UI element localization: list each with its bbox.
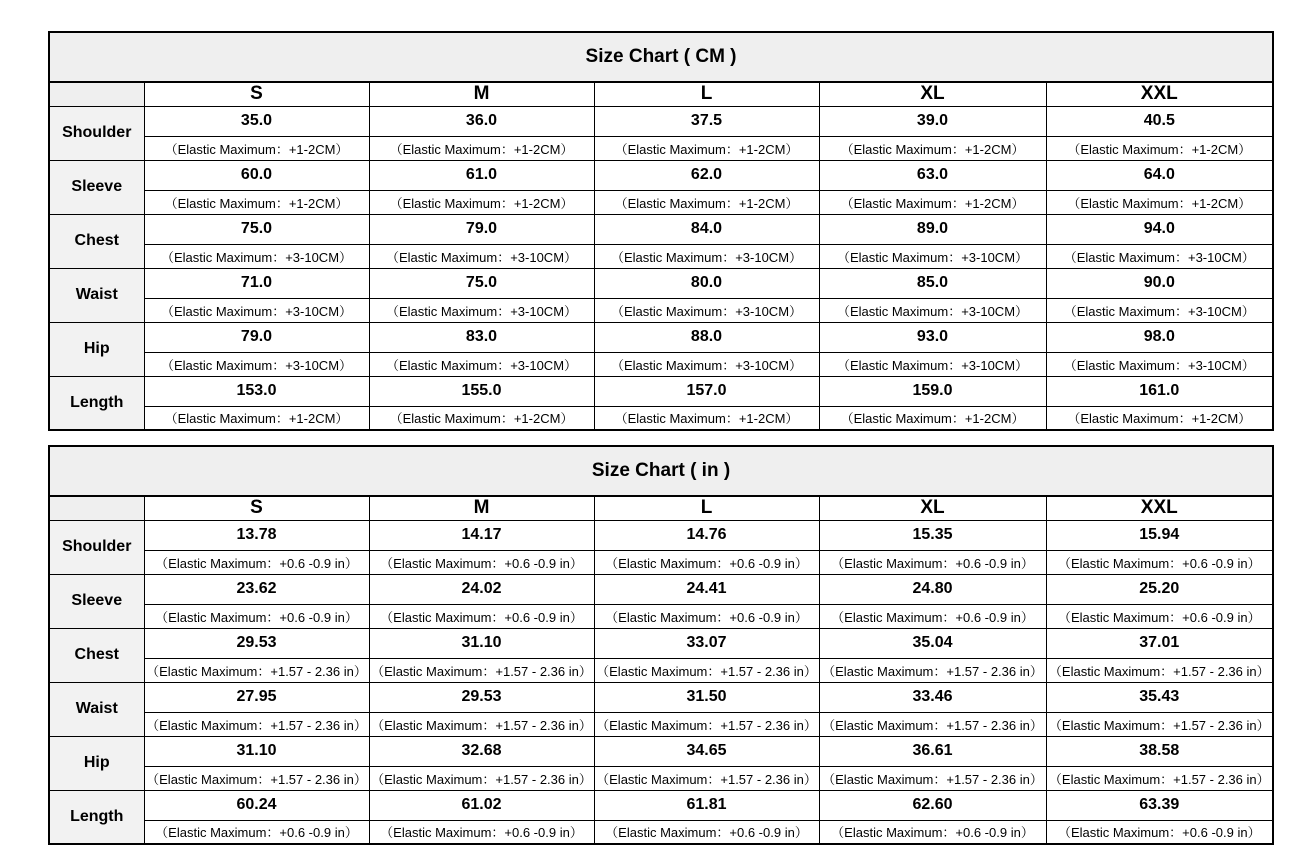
- elastic-note: （Elastic Maximum：+1-2CM）: [144, 406, 369, 430]
- measurement-row: [49, 376, 1273, 406]
- measurement-value: 14.76: [594, 520, 819, 550]
- elastic-note: （Elastic Maximum：+0.6 -0.9 in）: [144, 820, 369, 844]
- measurement-value: 161.0: [1046, 376, 1273, 406]
- measurement-row: [49, 682, 1273, 712]
- elastic-note: （Elastic Maximum：+1-2CM）: [1046, 136, 1273, 160]
- measurement-row: [49, 322, 1273, 352]
- measurement-label: Sleeve: [49, 574, 144, 628]
- elastic-note-row: [49, 550, 1273, 574]
- size-header: S: [144, 82, 369, 106]
- elastic-note: （Elastic Maximum：+3-10CM）: [369, 244, 594, 268]
- elastic-note: （Elastic Maximum：+1.57 - 2.36 in）: [369, 766, 594, 790]
- measurement-value: 157.0: [594, 376, 819, 406]
- elastic-note-row: [49, 298, 1273, 322]
- size-header: XL: [819, 496, 1046, 520]
- elastic-note-row: [49, 136, 1273, 160]
- measurement-row: [49, 214, 1273, 244]
- elastic-note-row: [49, 190, 1273, 214]
- measurement-label: Sleeve: [49, 160, 144, 214]
- measurement-value: 39.0: [819, 106, 1046, 136]
- elastic-note: （Elastic Maximum：+1.57 - 2.36 in）: [594, 712, 819, 736]
- measurement-value: 61.0: [369, 160, 594, 190]
- measurement-value: 35.43: [1046, 682, 1273, 712]
- measurement-row: [49, 520, 1273, 550]
- measurement-label: Chest: [49, 214, 144, 268]
- measurement-value: 31.50: [594, 682, 819, 712]
- measurement-value: 62.60: [819, 790, 1046, 820]
- elastic-note: （Elastic Maximum：+0.6 -0.9 in）: [369, 550, 594, 574]
- measurement-value: 60.24: [144, 790, 369, 820]
- measurement-value: 89.0: [819, 214, 1046, 244]
- elastic-note: （Elastic Maximum：+1-2CM）: [369, 190, 594, 214]
- measurement-value: 63.0: [819, 160, 1046, 190]
- measurement-value: 88.0: [594, 322, 819, 352]
- size-header: XXL: [1046, 496, 1273, 520]
- measurement-value: 24.80: [819, 574, 1046, 604]
- elastic-note: （Elastic Maximum：+1.57 - 2.36 in）: [819, 712, 1046, 736]
- elastic-note: （Elastic Maximum：+0.6 -0.9 in）: [819, 550, 1046, 574]
- measurement-value: 85.0: [819, 268, 1046, 298]
- measurement-value: 79.0: [144, 322, 369, 352]
- measurement-value: 75.0: [369, 268, 594, 298]
- elastic-note: （Elastic Maximum：+3-10CM）: [144, 244, 369, 268]
- elastic-note: （Elastic Maximum：+1.57 - 2.36 in）: [369, 712, 594, 736]
- measurement-value: 38.58: [1046, 736, 1273, 766]
- size-header: XL: [819, 82, 1046, 106]
- size-header: M: [369, 496, 594, 520]
- elastic-note: （Elastic Maximum：+0.6 -0.9 in）: [819, 604, 1046, 628]
- measurement-value: 32.68: [369, 736, 594, 766]
- elastic-note-row: [49, 820, 1273, 844]
- measurement-value: 90.0: [1046, 268, 1273, 298]
- measurement-value: 36.0: [369, 106, 594, 136]
- measurement-value: 15.35: [819, 520, 1046, 550]
- measurement-value: 27.95: [144, 682, 369, 712]
- size-chart-cm-table: [48, 31, 1274, 431]
- measurement-value: 33.46: [819, 682, 1046, 712]
- measurement-value: 75.0: [144, 214, 369, 244]
- elastic-note: （Elastic Maximum：+3-10CM）: [819, 352, 1046, 376]
- size-header: M: [369, 82, 594, 106]
- measurement-value: 13.78: [144, 520, 369, 550]
- elastic-note: （Elastic Maximum：+0.6 -0.9 in）: [1046, 820, 1273, 844]
- measurement-label: Hip: [49, 322, 144, 376]
- elastic-note: （Elastic Maximum：+3-10CM）: [1046, 244, 1273, 268]
- measurement-value: 31.10: [369, 628, 594, 658]
- elastic-note: （Elastic Maximum：+1.57 - 2.36 in）: [1046, 658, 1273, 682]
- measurement-label: Chest: [49, 628, 144, 682]
- measurement-value: 98.0: [1046, 322, 1273, 352]
- measurement-value: 94.0: [1046, 214, 1273, 244]
- measurement-row: [49, 790, 1273, 820]
- elastic-note: （Elastic Maximum：+1-2CM）: [1046, 406, 1273, 430]
- measurement-value: 64.0: [1046, 160, 1273, 190]
- elastic-note: （Elastic Maximum：+3-10CM）: [1046, 352, 1273, 376]
- elastic-note-row: [49, 406, 1273, 430]
- size-chart-in-table: [48, 445, 1274, 845]
- elastic-note: （Elastic Maximum：+1-2CM）: [144, 190, 369, 214]
- elastic-note-row: [49, 712, 1273, 736]
- elastic-note-row: [49, 244, 1273, 268]
- elastic-note: （Elastic Maximum：+0.6 -0.9 in）: [369, 820, 594, 844]
- measurement-label: Hip: [49, 736, 144, 790]
- elastic-note: （Elastic Maximum：+1.57 - 2.36 in）: [819, 766, 1046, 790]
- measurement-label: Length: [49, 790, 144, 844]
- measurement-value: 155.0: [369, 376, 594, 406]
- elastic-note: （Elastic Maximum：+1.57 - 2.36 in）: [594, 658, 819, 682]
- measurement-value: 35.0: [144, 106, 369, 136]
- elastic-note: （Elastic Maximum：+0.6 -0.9 in）: [594, 820, 819, 844]
- measurement-value: 34.65: [594, 736, 819, 766]
- elastic-note: （Elastic Maximum：+0.6 -0.9 in）: [594, 604, 819, 628]
- measurement-value: 24.41: [594, 574, 819, 604]
- size-header: L: [594, 496, 819, 520]
- measurement-row: [49, 268, 1273, 298]
- elastic-note: （Elastic Maximum：+1.57 - 2.36 in）: [819, 658, 1046, 682]
- elastic-note-row: [49, 766, 1273, 790]
- size-header: L: [594, 82, 819, 106]
- elastic-note: （Elastic Maximum：+3-10CM）: [369, 352, 594, 376]
- elastic-note: （Elastic Maximum：+0.6 -0.9 in）: [1046, 550, 1273, 574]
- measurement-value: 79.0: [369, 214, 594, 244]
- measurement-value: 40.5: [1046, 106, 1273, 136]
- measurement-value: 61.81: [594, 790, 819, 820]
- measurement-value: 15.94: [1046, 520, 1273, 550]
- measurement-value: 14.17: [369, 520, 594, 550]
- measurement-value: 29.53: [369, 682, 594, 712]
- size-header: S: [144, 496, 369, 520]
- measurement-value: 37.01: [1046, 628, 1273, 658]
- measurement-row: [49, 736, 1273, 766]
- elastic-note: （Elastic Maximum：+3-10CM）: [144, 298, 369, 322]
- measurement-row: [49, 628, 1273, 658]
- measurement-label: Length: [49, 376, 144, 430]
- elastic-note: （Elastic Maximum：+1.57 - 2.36 in）: [369, 658, 594, 682]
- measurement-row: [49, 160, 1273, 190]
- measurement-value: 80.0: [594, 268, 819, 298]
- elastic-note: （Elastic Maximum：+1-2CM）: [819, 406, 1046, 430]
- size-header: XXL: [1046, 82, 1273, 106]
- elastic-note: （Elastic Maximum：+1-2CM）: [594, 136, 819, 160]
- elastic-note: （Elastic Maximum：+3-10CM）: [594, 352, 819, 376]
- elastic-note-row: [49, 604, 1273, 628]
- measurement-value: 31.10: [144, 736, 369, 766]
- elastic-note: （Elastic Maximum：+1-2CM）: [819, 136, 1046, 160]
- elastic-note: （Elastic Maximum：+0.6 -0.9 in）: [144, 550, 369, 574]
- elastic-note: （Elastic Maximum：+1-2CM）: [144, 136, 369, 160]
- elastic-note-row: [49, 658, 1273, 682]
- measurement-value: 23.62: [144, 574, 369, 604]
- measurement-value: 35.04: [819, 628, 1046, 658]
- measurement-label: Waist: [49, 268, 144, 322]
- elastic-note: （Elastic Maximum：+3-10CM）: [1046, 298, 1273, 322]
- elastic-note: （Elastic Maximum：+1.57 - 2.36 in）: [1046, 766, 1273, 790]
- measurement-row: [49, 106, 1273, 136]
- header-corner: [49, 496, 144, 520]
- measurement-value: 60.0: [144, 160, 369, 190]
- elastic-note: （Elastic Maximum：+3-10CM）: [819, 298, 1046, 322]
- measurement-value: 61.02: [369, 790, 594, 820]
- elastic-note: （Elastic Maximum：+3-10CM）: [369, 298, 594, 322]
- elastic-note: （Elastic Maximum：+1-2CM）: [594, 406, 819, 430]
- elastic-note: （Elastic Maximum：+1.57 - 2.36 in）: [1046, 712, 1273, 736]
- measurement-value: 83.0: [369, 322, 594, 352]
- elastic-note: （Elastic Maximum：+1-2CM）: [594, 190, 819, 214]
- measurement-value: 29.53: [144, 628, 369, 658]
- elastic-note: （Elastic Maximum：+1.57 - 2.36 in）: [144, 712, 369, 736]
- elastic-note: （Elastic Maximum：+1.57 - 2.36 in）: [594, 766, 819, 790]
- measurement-value: 93.0: [819, 322, 1046, 352]
- header-corner: [49, 82, 144, 106]
- size-chart-cm-title: Size Chart ( CM ): [49, 32, 1273, 82]
- measurement-value: 24.02: [369, 574, 594, 604]
- measurement-row: [49, 574, 1273, 604]
- elastic-note: （Elastic Maximum：+3-10CM）: [594, 298, 819, 322]
- measurement-value: 71.0: [144, 268, 369, 298]
- elastic-note: （Elastic Maximum：+3-10CM）: [594, 244, 819, 268]
- measurement-value: 153.0: [144, 376, 369, 406]
- size-chart-in-title: Size Chart ( in ): [49, 446, 1273, 496]
- measurement-value: 159.0: [819, 376, 1046, 406]
- elastic-note: （Elastic Maximum：+0.6 -0.9 in）: [369, 604, 594, 628]
- measurement-value: 62.0: [594, 160, 819, 190]
- elastic-note: （Elastic Maximum：+1-2CM）: [819, 190, 1046, 214]
- elastic-note: （Elastic Maximum：+1-2CM）: [369, 406, 594, 430]
- elastic-note: （Elastic Maximum：+0.6 -0.9 in）: [144, 604, 369, 628]
- elastic-note: （Elastic Maximum：+3-10CM）: [144, 352, 369, 376]
- measurement-value: 37.5: [594, 106, 819, 136]
- measurement-value: 33.07: [594, 628, 819, 658]
- elastic-note: （Elastic Maximum：+1.57 - 2.36 in）: [144, 658, 369, 682]
- measurement-label: Shoulder: [49, 106, 144, 160]
- elastic-note: （Elastic Maximum：+3-10CM）: [819, 244, 1046, 268]
- elastic-note: （Elastic Maximum：+0.6 -0.9 in）: [594, 550, 819, 574]
- elastic-note: （Elastic Maximum：+1.57 - 2.36 in）: [144, 766, 369, 790]
- elastic-note-row: [49, 352, 1273, 376]
- measurement-label: Shoulder: [49, 520, 144, 574]
- elastic-note: （Elastic Maximum：+1-2CM）: [369, 136, 594, 160]
- elastic-note: （Elastic Maximum：+0.6 -0.9 in）: [819, 820, 1046, 844]
- elastic-note: （Elastic Maximum：+1-2CM）: [1046, 190, 1273, 214]
- measurement-value: 63.39: [1046, 790, 1273, 820]
- measurement-label: Waist: [49, 682, 144, 736]
- measurement-value: 36.61: [819, 736, 1046, 766]
- elastic-note: （Elastic Maximum：+0.6 -0.9 in）: [1046, 604, 1273, 628]
- measurement-value: 84.0: [594, 214, 819, 244]
- measurement-value: 25.20: [1046, 574, 1273, 604]
